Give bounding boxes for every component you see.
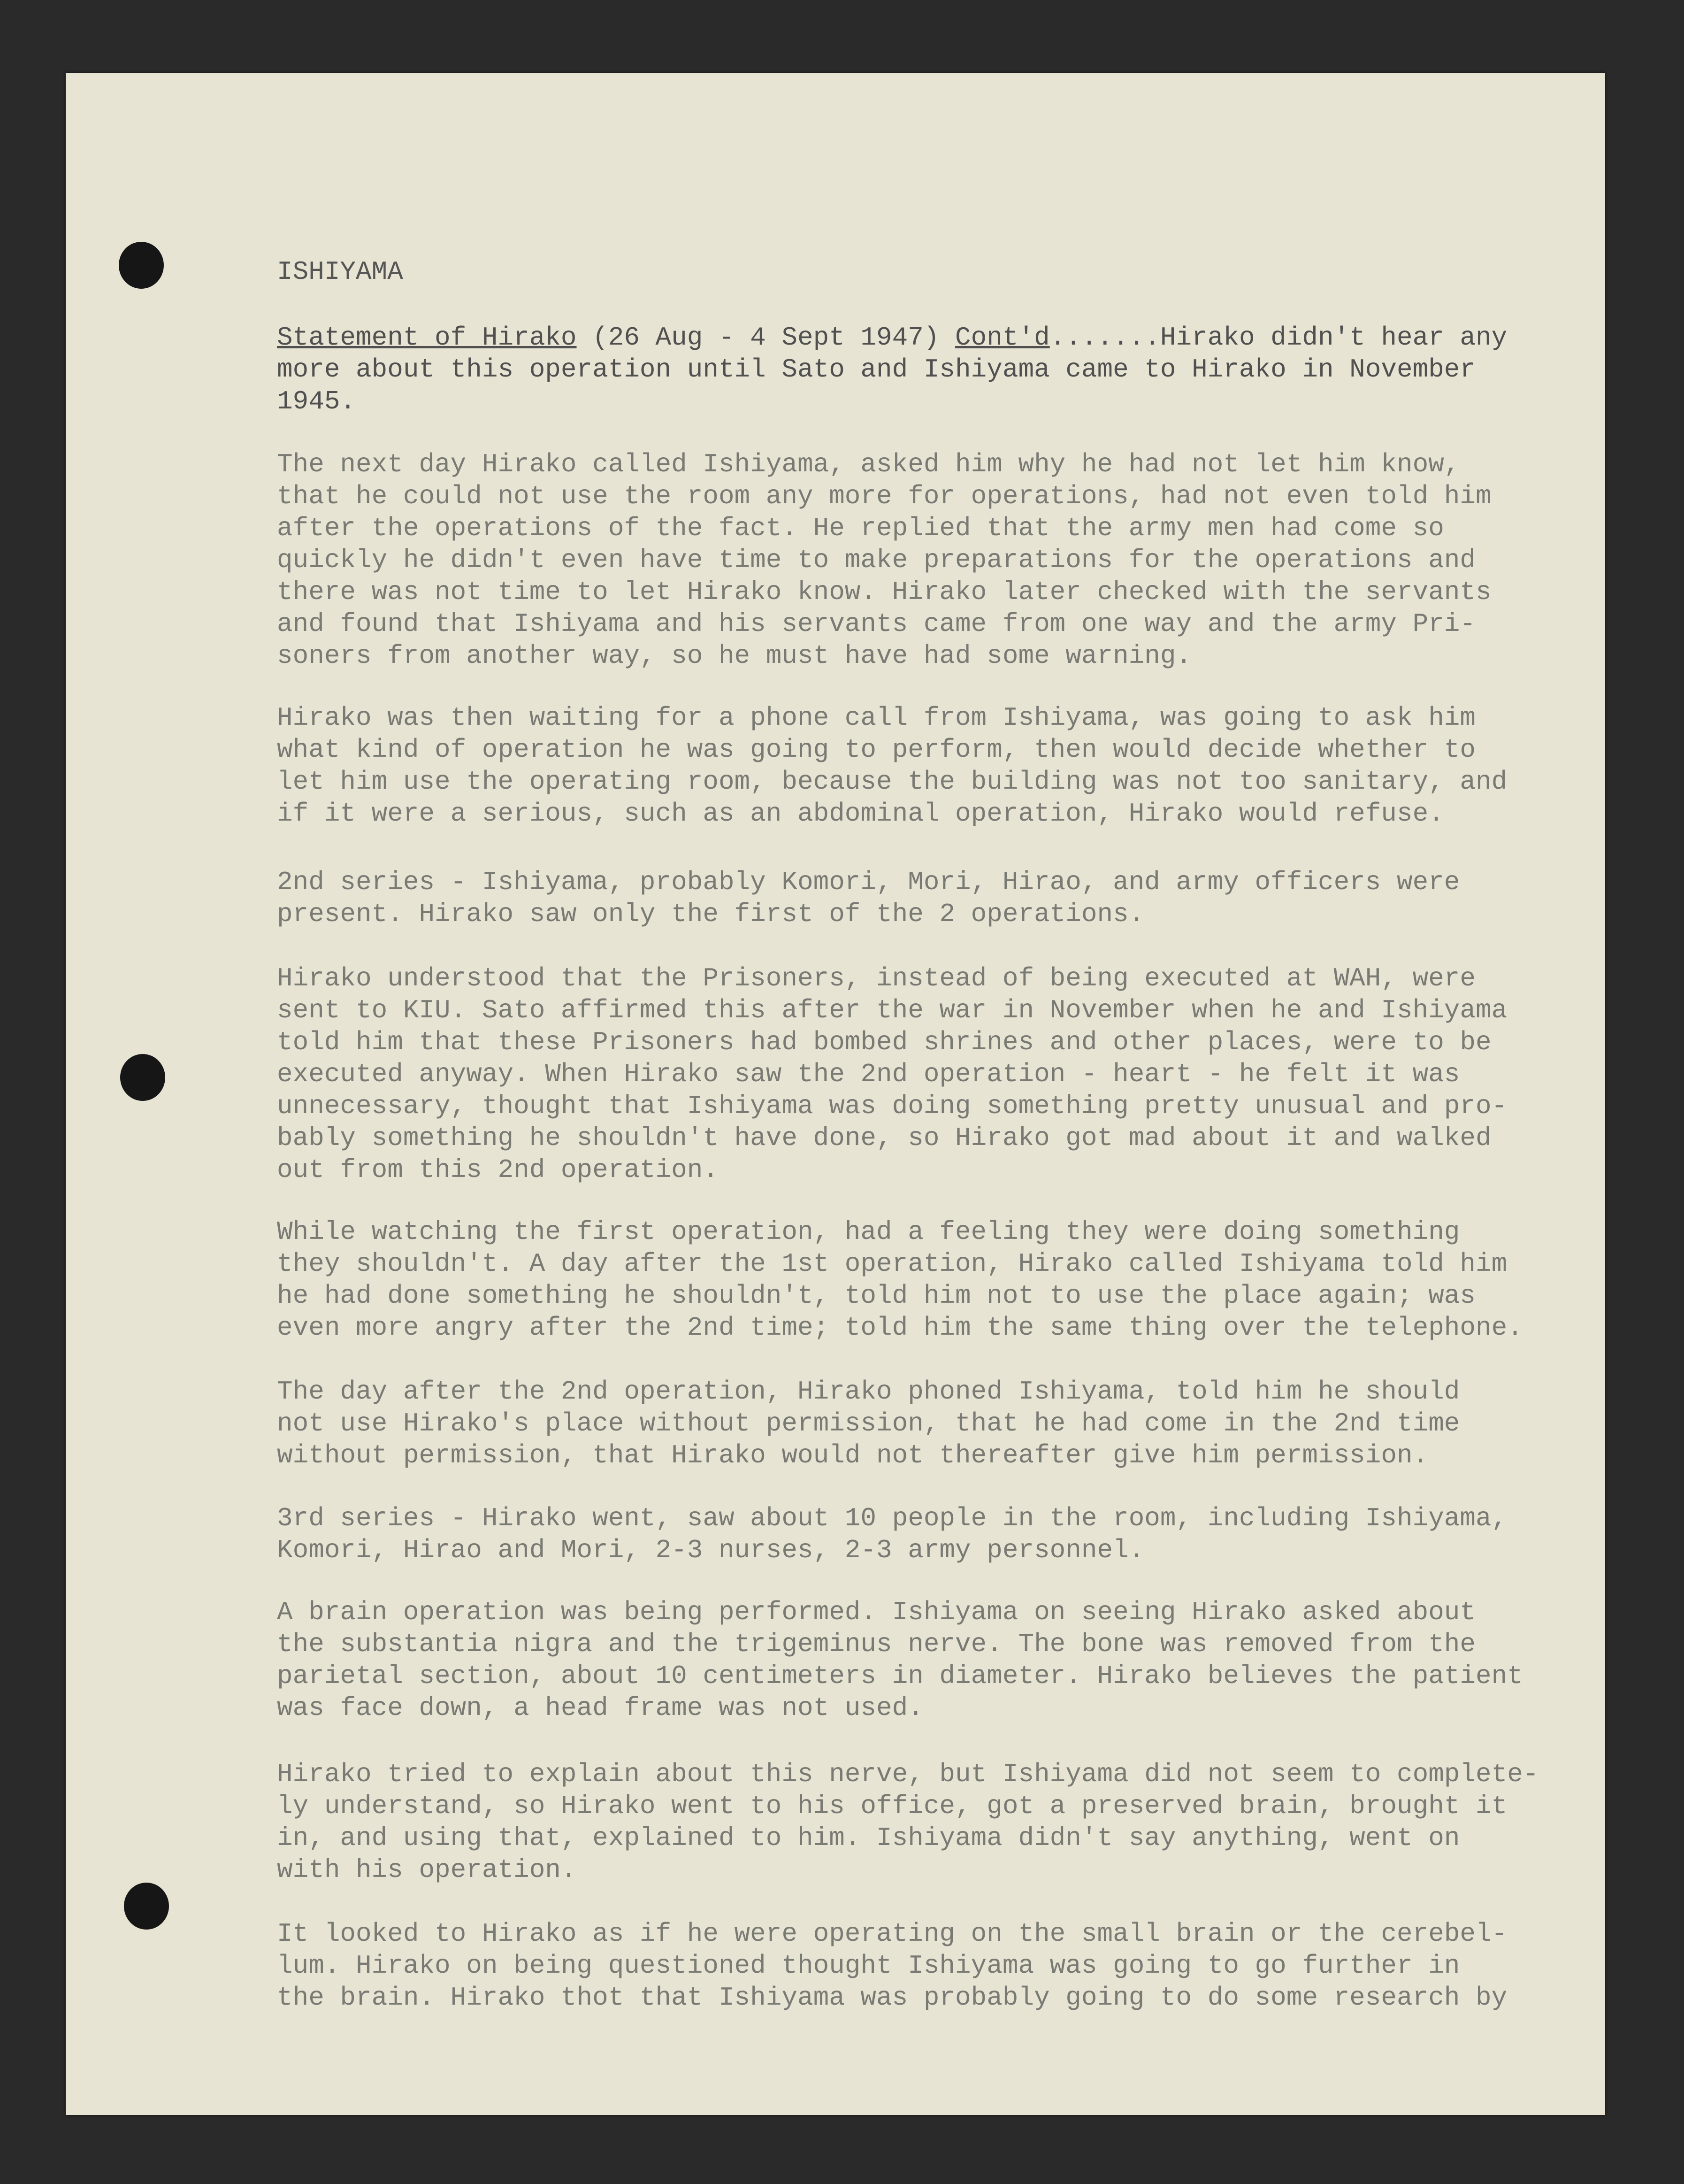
statement-rest: .......Hirako didn't hear any more about this operation until Sato and Ishiyama came to Hirako in November 1945. <box>277 323 1508 416</box>
punch-hole <box>120 1054 165 1101</box>
punch-hole <box>119 242 164 289</box>
paragraph: A brain operation was being performed. Ishiyama on seeing Hirako asked about the substantia nigra and the trigeminus nerve. The bone was removed from the parietal section, about 10 centimeters in diameter. Hirako believes the patient was face down, a head frame was not used. <box>277 1597 1523 1723</box>
statement-contd: Cont'd <box>955 323 1050 353</box>
paragraph: Hirako tried to explain about this nerve, but Ishiyama did not seem to complete- ly understand, so Hirako went to his office, got a preserved brain, brought it in, and using that, explained to him. Ishiyama didn't say anything, went on with his operation. <box>277 1759 1539 1885</box>
punch-hole <box>124 1883 169 1930</box>
paragraph-statement-intro <box>277 322 1638 417</box>
paragraph: It looked to Hirako as if he were operating on the small brain or the cerebel- lum. Hirako on being questioned thought Ishiyama was going to go further in the brain. Hirako thot that Ishiyama was probably going to do some research by <box>277 1919 1508 2013</box>
statement-title: Statement of Hirako <box>277 323 577 353</box>
paragraph: Hirako was then waiting for a phone call from Ishiyama, was going to ask him what kind of operation he was going to perform, then would decide whether to let him use the operating room, because the building was not too sanitary, and if it were a serious, such as an abdominal operation, Hirako would refuse. <box>277 703 1508 829</box>
paragraph: The day after the 2nd operation, Hirako phoned Ishiyama, told him he should not use Hirako's place without permission, that he had come in the 2nd time without permission, that Hirako would not thereafter give him permission. <box>277 1377 1460 1470</box>
statement-dates: (26 Aug - 4 Sept 1947) <box>576 323 956 353</box>
document-header: ISHIYAMA <box>277 257 403 287</box>
paragraph: Hirako understood that the Prisoners, instead of being executed at WAH, were sent to KIU. Sato affirmed this after the war in November when he and Ishiyama told him that these Prisoners had bombed shrines and other places, were to be executed anyway. When Hirako saw the 2nd operation - heart - he felt it was unnecessary, thought that Ishiyama was doing something pretty unusual and pro- bably something he shouldn't have done, so Hirako got mad about it and walked out from this 2nd operation. <box>277 963 1508 1185</box>
document-page <box>66 73 1605 2115</box>
paragraph: While watching the first operation, had a feeling they were doing something they shouldn't. A day after the 1st operation, Hirako called Ishiyama told him he had done something he shouldn't, told him not to use the place again; was even more angry after the 2nd time; told him the same thing over the telephone. <box>277 1217 1523 1343</box>
paragraph: The next day Hirako called Ishiyama, asked him why he had not let him know, that he could not use the room any more for operations, had not even told him after the operations of the fact. He replied that the army men had come so quickly he didn't even have time to make preparations for the operations and there was not time to let Hirako know. Hirako later checked with the servants and found that Ishiyama and his servants came from one way and the army Pri- soners from another way, so he must have had some warning. <box>277 449 1492 671</box>
paragraph: 3rd series - Hirako went, saw about 10 people in the room, including Ishiyama, Komori, Hirao and Mori, 2-3 nurses, 2-3 army personnel. <box>277 1503 1508 1565</box>
paragraph: 2nd series - Ishiyama, probably Komori, Mori, Hirao, and army officers were present. Hirako saw only the first of the 2 operations. <box>277 867 1460 929</box>
